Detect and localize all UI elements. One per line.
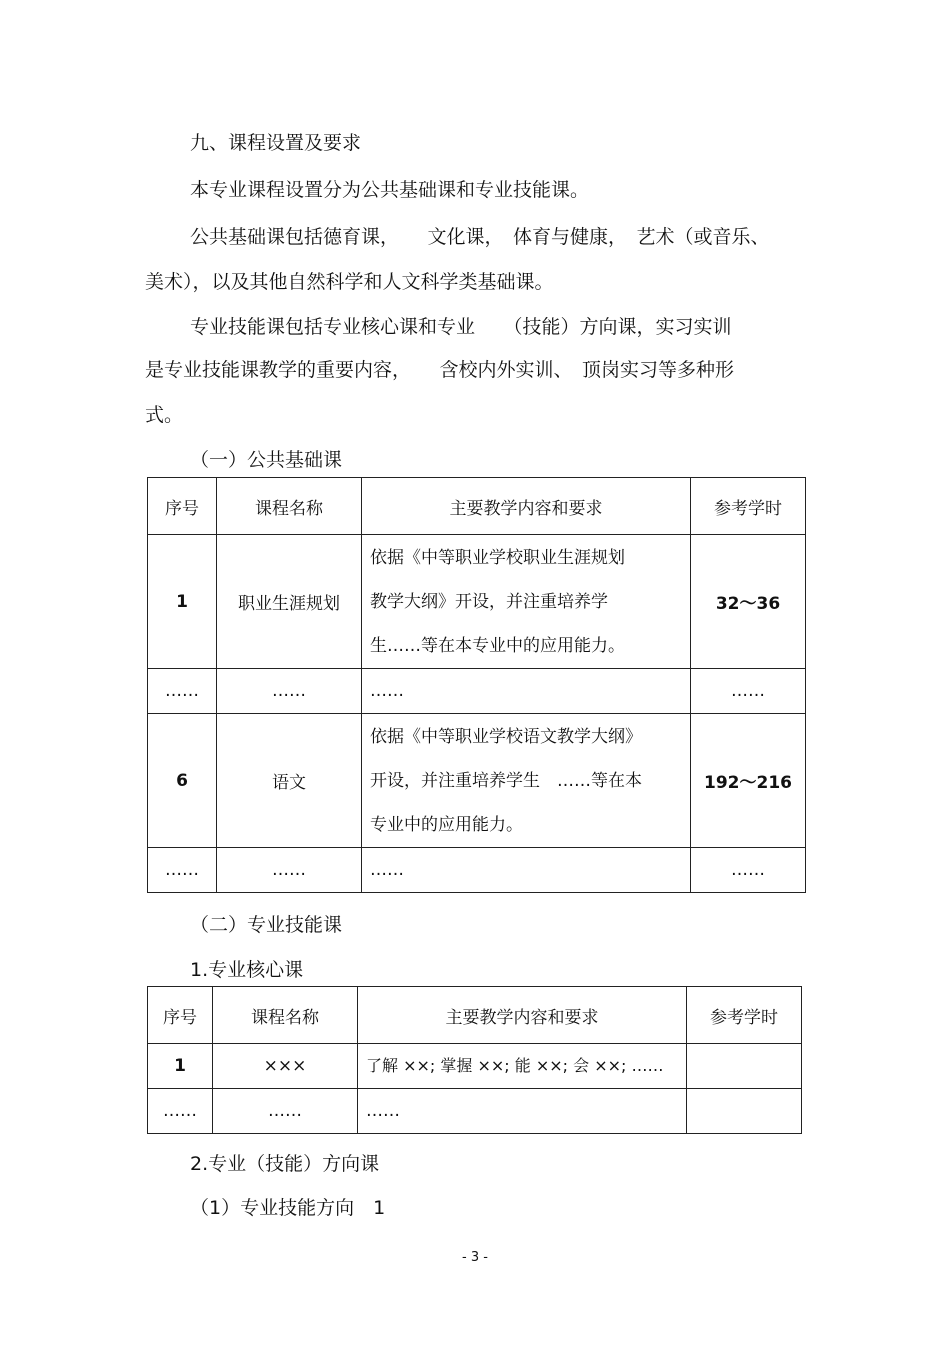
- table-header-row: [148, 987, 802, 1044]
- skill-desc-line2: 是专业技能课教学的重要内容， 含校内外实训、 顶岗实习等多种形: [145, 359, 735, 381]
- public-desc-line1: 公共基础课包括德育课， 文化课， 体育与健康， 艺术（或音乐、: [190, 226, 770, 248]
- intro-paragraph: 本专业课程设置分为公共基础课和专业技能课。: [190, 179, 590, 201]
- content-line: 依据《中等职业学校职业生涯规划: [370, 547, 625, 568]
- header-name: 课程名称: [217, 478, 362, 535]
- row-content: [362, 714, 691, 848]
- header-no: 序号: [148, 987, 213, 1044]
- row-content: ……: [362, 848, 691, 893]
- row-no: ……: [148, 848, 217, 893]
- row-no: 1: [148, 1044, 213, 1089]
- header-name: 课程名称: [213, 987, 358, 1044]
- sub2-title: 2.专业（技能）方向课: [190, 1153, 380, 1175]
- row-hours: [687, 1089, 802, 1134]
- table-row: [148, 669, 806, 714]
- row-hours: 192～216: [691, 714, 806, 848]
- section2-title: （二）专业技能课: [190, 914, 343, 936]
- sub2-item: （1）专业技能方向 1: [190, 1197, 386, 1219]
- row-name: ……: [217, 669, 362, 714]
- table-row: [148, 848, 806, 893]
- row-content: ……: [362, 669, 691, 714]
- row-hours: ……: [691, 669, 806, 714]
- content-line: 依据《中等职业学校语文教学大纲》: [370, 726, 642, 747]
- header-no: 序号: [148, 478, 217, 535]
- content-line: 开设，并注重培养学生 ……等在本: [370, 770, 642, 791]
- row-name: 语文: [217, 714, 362, 848]
- row-name: ……: [217, 848, 362, 893]
- table-row: [148, 535, 806, 669]
- skill-desc-line1: 专业技能课包括专业核心课和专业 （技能）方向课，实习实训: [190, 316, 732, 338]
- row-no: 6: [148, 714, 217, 848]
- row-content: ……: [358, 1089, 687, 1134]
- row-name: ×××: [213, 1044, 358, 1089]
- header-hours: 参考学时: [687, 987, 802, 1044]
- content-line: 教学大纲》开设，并注重培养学: [370, 591, 608, 612]
- table-row: [148, 1089, 802, 1134]
- header-content: 主要教学内容和要求: [362, 478, 691, 535]
- public-courses-table: [147, 477, 806, 893]
- row-content: 了解 ××; 掌握 ××; 能 ××; 会 ××; ……: [358, 1044, 687, 1089]
- header-hours: 参考学时: [691, 478, 806, 535]
- row-no: ……: [148, 1089, 213, 1134]
- content-line: 专业中的应用能力。: [370, 814, 523, 835]
- row-name: ……: [213, 1089, 358, 1134]
- row-hours: ……: [691, 848, 806, 893]
- section1-title: （一）公共基础课: [190, 449, 343, 471]
- row-content: [362, 535, 691, 669]
- row-no: ……: [148, 669, 217, 714]
- row-name: 职业生涯规划: [217, 535, 362, 669]
- skill-desc-line3: 式。: [145, 404, 184, 426]
- content-line: 生……等在本专业中的应用能力。: [370, 635, 625, 656]
- section-heading: 九、课程设置及要求: [190, 132, 362, 154]
- public-desc-line2: 美术），以及其他自然科学和人文科学类基础课。: [145, 271, 554, 293]
- row-no: 1: [148, 535, 217, 669]
- table-row: [148, 1044, 802, 1089]
- core-courses-table: [147, 986, 802, 1134]
- row-hours: [687, 1044, 802, 1089]
- table-row: [148, 714, 806, 848]
- row-hours: 32～36: [691, 535, 806, 669]
- sub1-title: 1.专业核心课: [190, 959, 304, 981]
- header-content: 主要教学内容和要求: [358, 987, 687, 1044]
- table-header-row: [148, 478, 806, 535]
- page-number: - 3 -: [462, 1250, 488, 1265]
